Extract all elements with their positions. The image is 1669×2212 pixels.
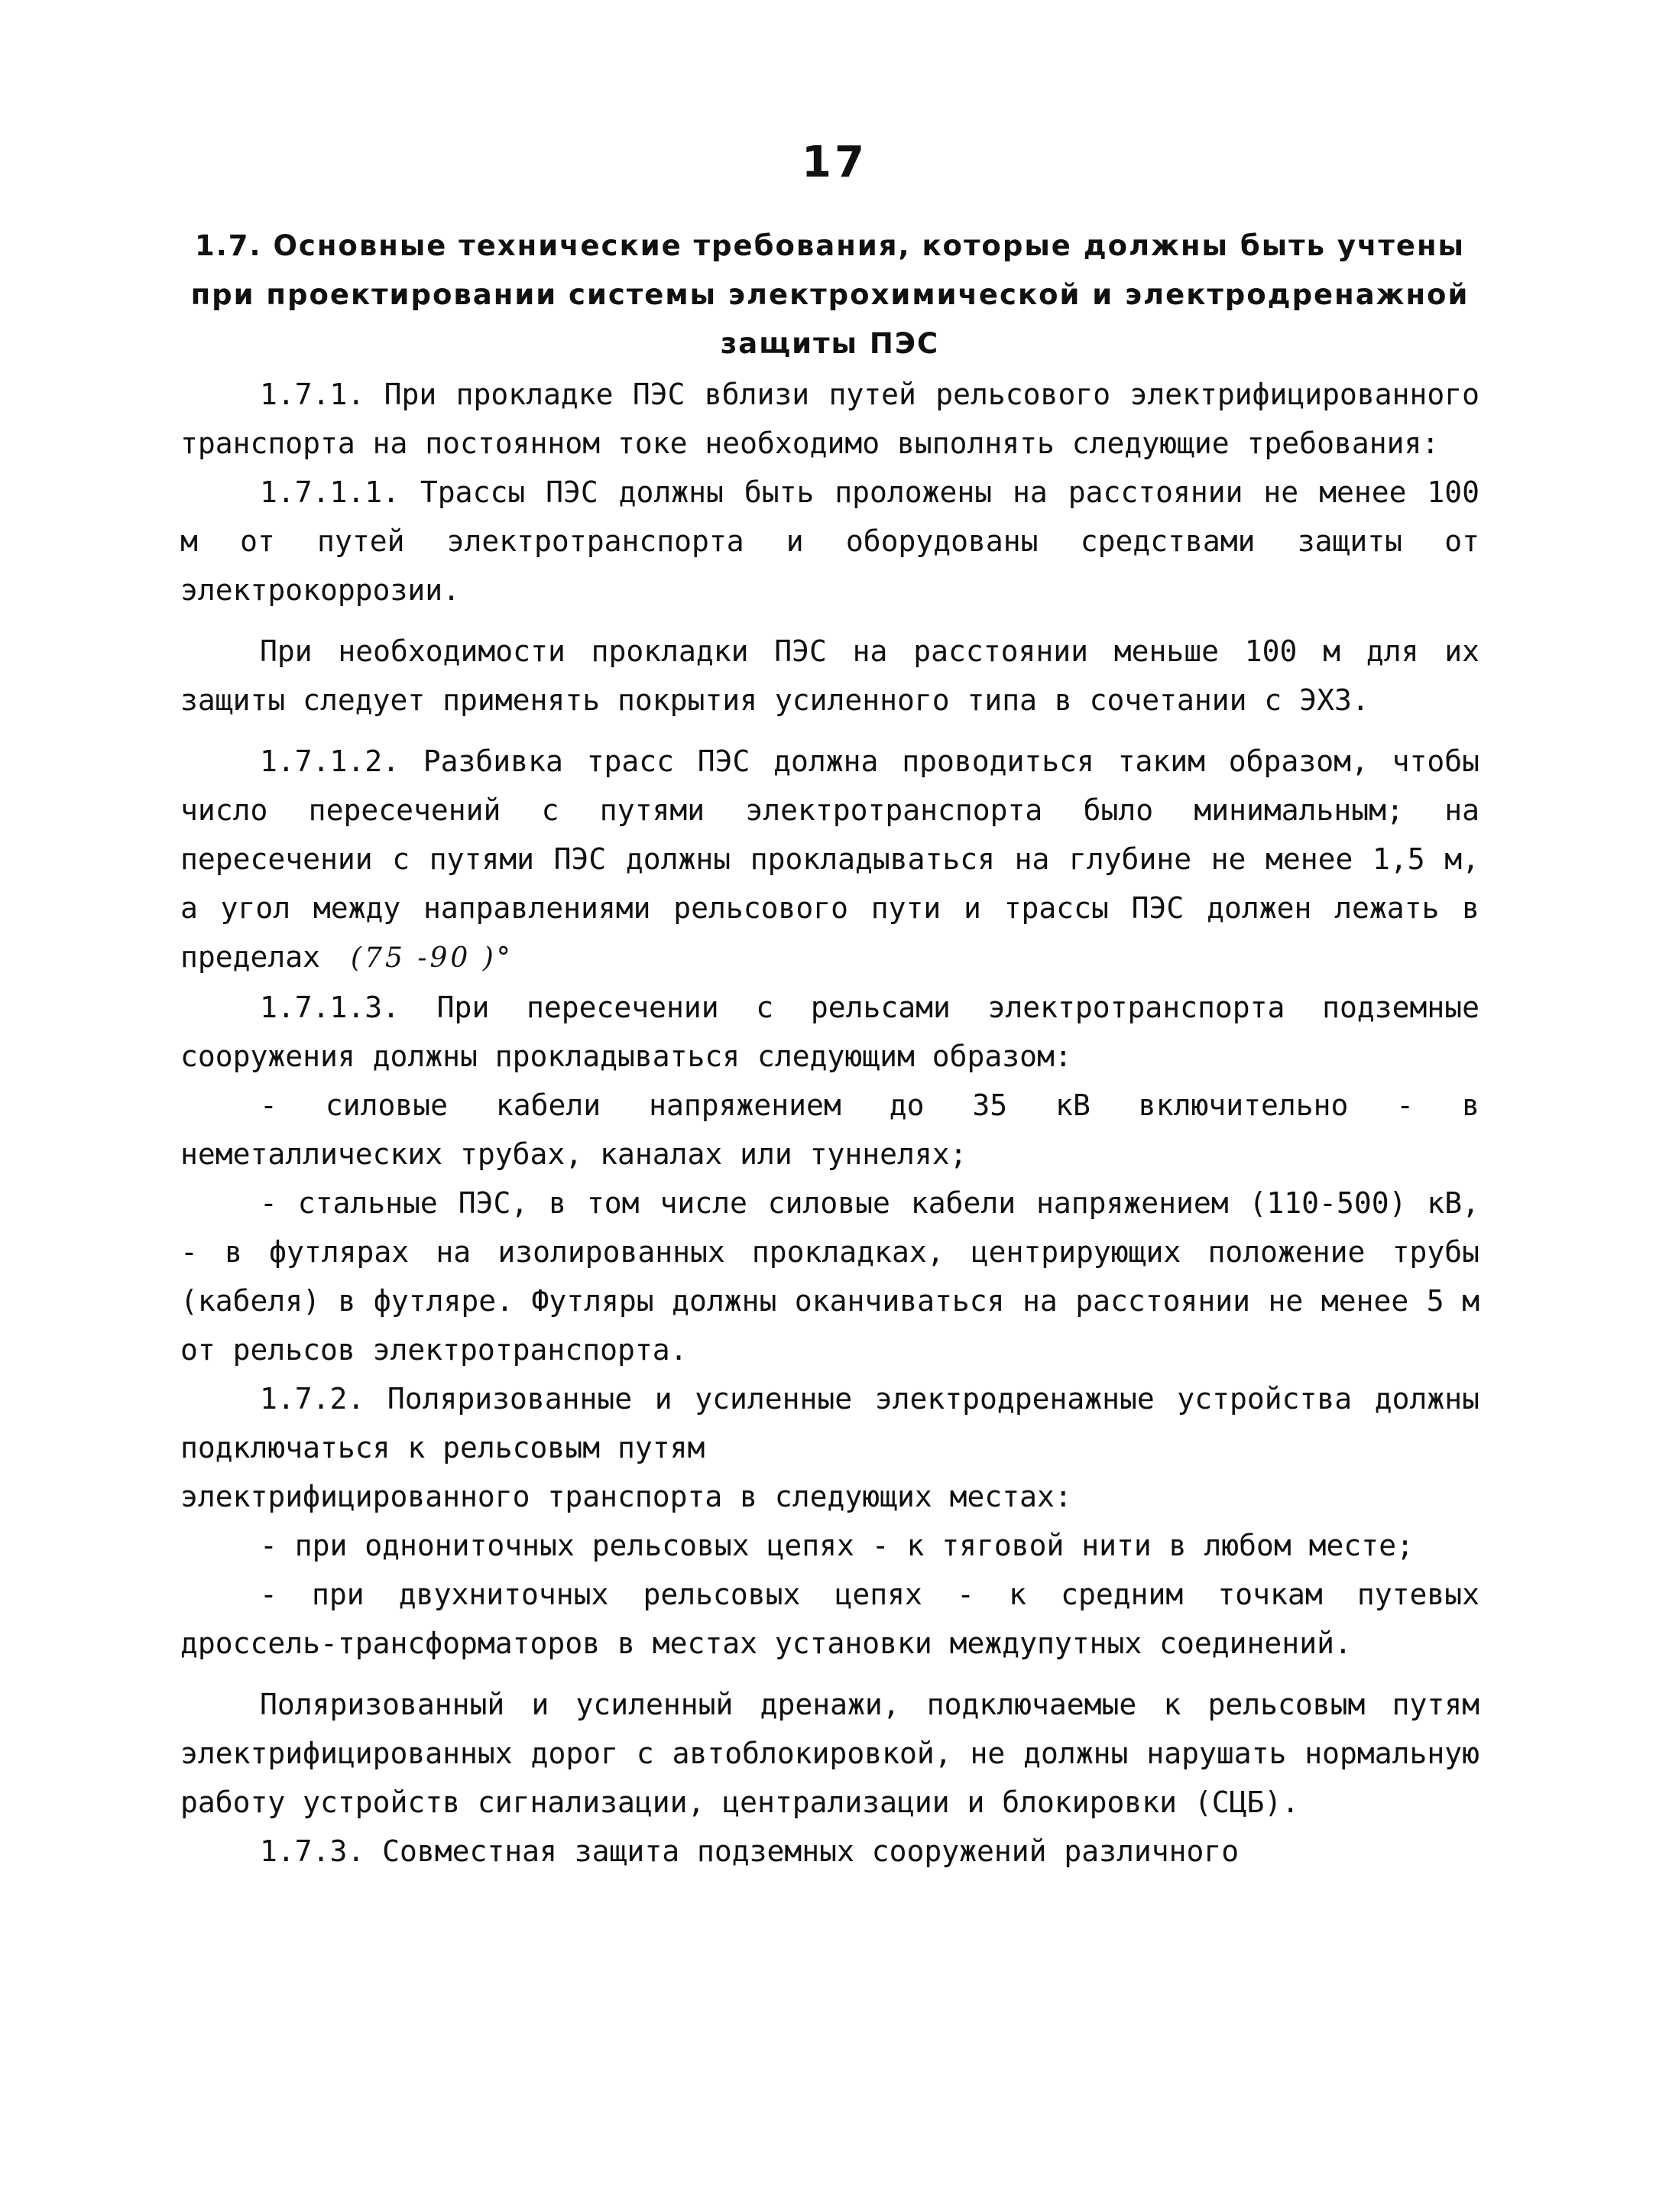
list-item-single-thread: - при однониточных рельсовых цепях - к тяговой нити в любом месте;	[260, 1529, 1414, 1562]
paragraph-1-7-1-3: 1.7.1.3. При пересечении с рельсами электротранспорта подземные сооружения должны прокладываться следующим образом:	[180, 991, 1479, 1073]
paragraph-1-7-2-continued: электрифицированного транспорта в следующих местах:	[180, 1480, 1072, 1513]
list-item-double-thread: - при двухниточных рельсовых цепях - к средним точкам путевых дроссель-трансформаторов в местах установки междупутных соединений.	[180, 1578, 1479, 1660]
section-heading-line-1: 1.7. Основные технические требования, которые должны быть учтены	[195, 229, 1465, 262]
paragraph-1-7-1: 1.7.1. При прокладке ПЭС вблизи путей рельсового электрифицированного транспорта на постоянном токе необходимо выполнять следующие требования:	[180, 378, 1479, 460]
document-body	[180, 370, 1479, 1876]
angle-range-handwritten: (75 -90 )°	[351, 942, 514, 974]
paragraph-1-7-1-2-text: 1.7.1.2. Разбивка трасс ПЭС должна проводиться таким образом, чтобы число пересечений с путями электротранспорта было минимальным; на пересечении с путями ПЭС должны прокладываться на глубине не менее 1,5 м, а угол между направлениями рельсового пути и трассы ПЭС должен лежать в пределах	[180, 744, 1479, 974]
paragraph-1-7-1-1: 1.7.1.1. Трассы ПЭС должны быть проложены на расстоянии не менее 100 м от путей электротранспорта и оборудованы средствами защиты от электрокоррозии.	[180, 475, 1479, 607]
page-number: 17	[802, 138, 867, 187]
list-item-steel-structures: - стальные ПЭС, в том числе силовые кабели напряжением (110-500) кВ, - в футлярах на изолированных прокладках, центрирующих положение трубы (кабеля) в футляре. Футляры должны оканчиваться на расстоянии не менее 5 м от рельсов электротранспорта.	[180, 1186, 1479, 1367]
section-heading	[180, 222, 1479, 368]
list-item-power-cables: - силовые кабели напряжением до 35 кВ включительно - в неметаллических трубах, каналах или туннелях;	[180, 1088, 1479, 1171]
paragraph-polarized-drainage: Поляризованный и усиленный дренажи, подключаемые к рельсовым путям электрифицированных дорог с автоблокировкой, не должны нарушать нормальную работу устройств сигнализации, централизации и блокировки (СЦБ).	[180, 1688, 1479, 1819]
section-heading-line-3: защиты ПЭС	[720, 327, 940, 360]
paragraph-1-7-2: 1.7.2. Поляризованные и усиленные электродренажные устройства должны подключаться к рельсовым путям	[180, 1382, 1479, 1464]
paragraph-necessity: При необходимости прокладки ПЭС на расстоянии меньше 100 м для их защиты следует применять покрытия усиленного типа в сочетании с ЭХЗ.	[180, 634, 1479, 717]
paragraph-1-7-1-2	[180, 737, 1479, 983]
section-heading-line-2: при проектировании системы электрохимической и электродренажной	[190, 278, 1470, 311]
paragraph-1-7-3: 1.7.3. Совместная защита подземных сооружений различного	[260, 1834, 1240, 1868]
